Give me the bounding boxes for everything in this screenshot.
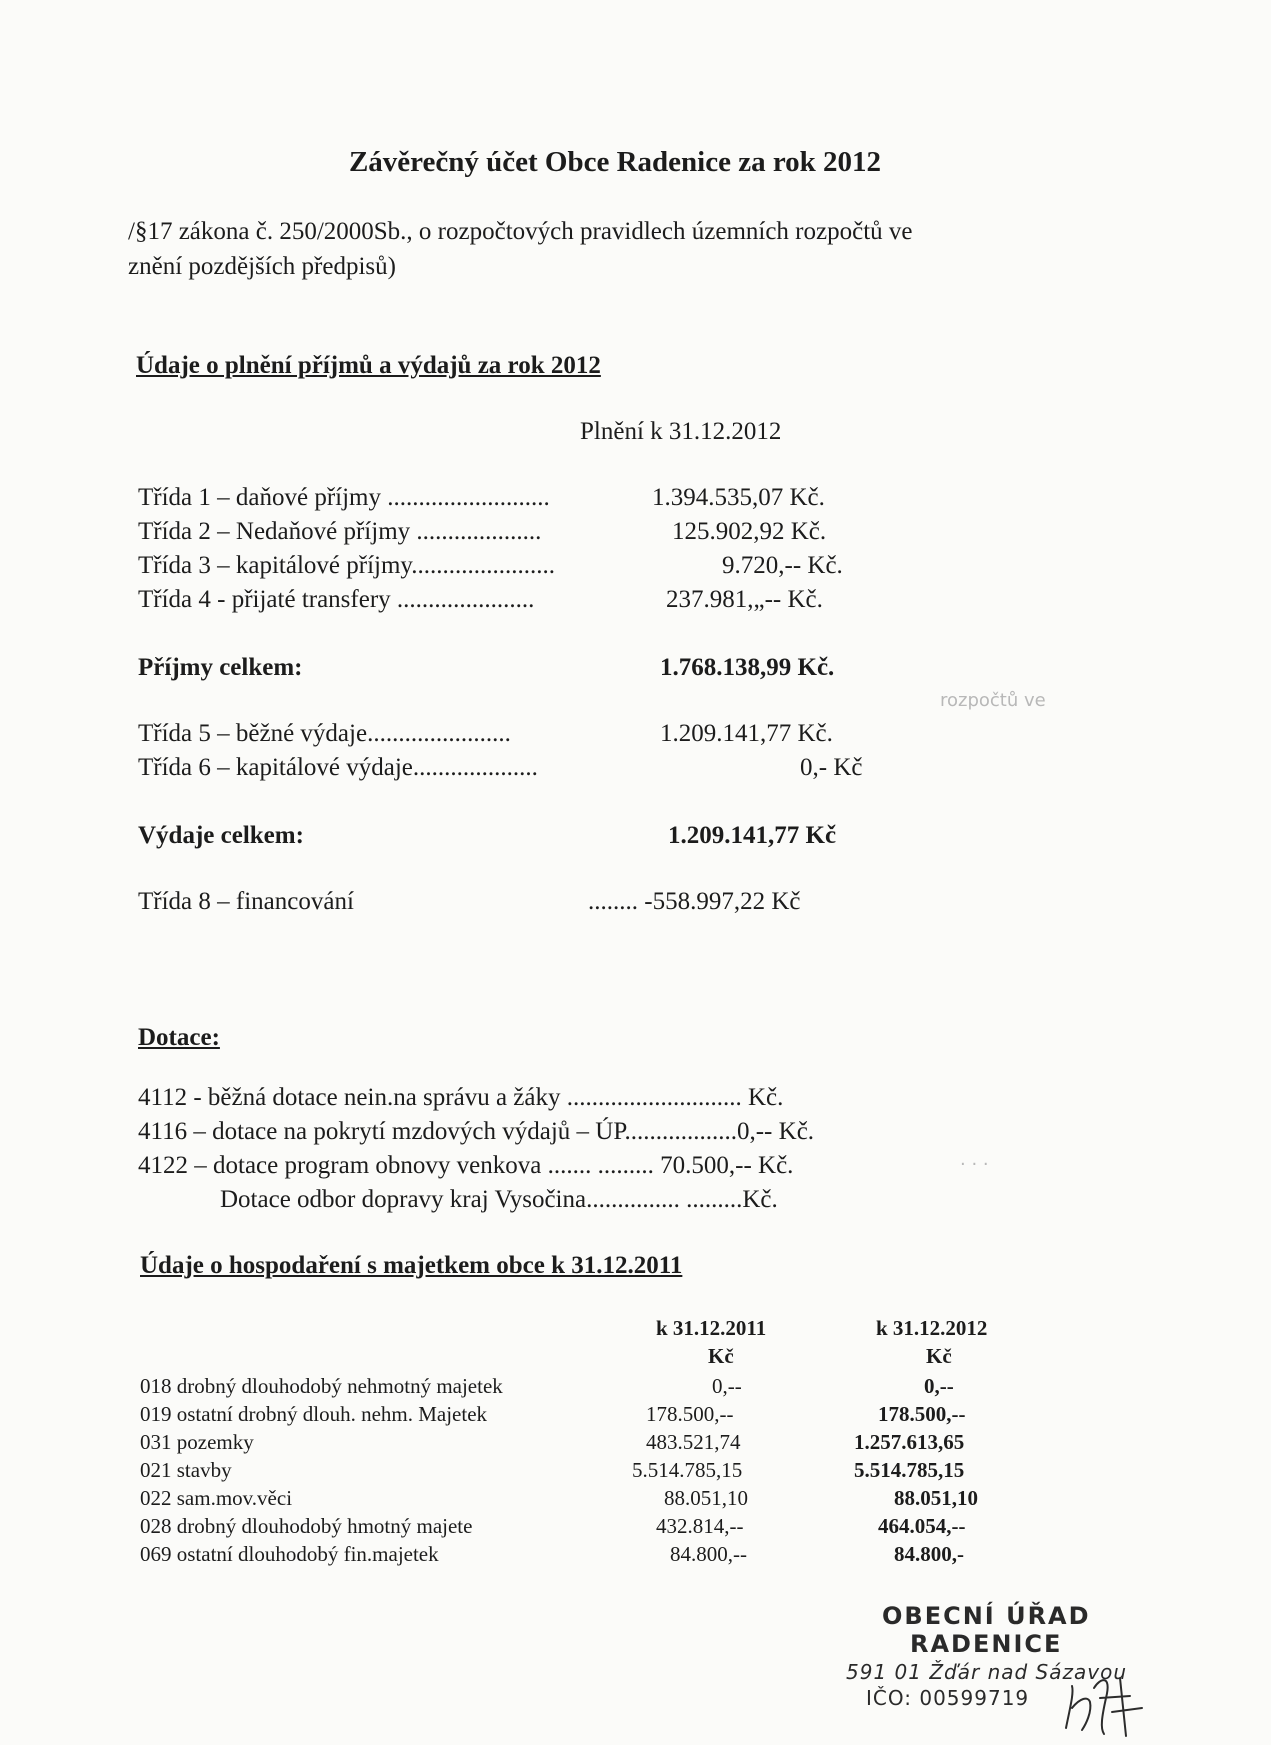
expenses-total-label: Výdaje celkem: xyxy=(138,822,304,849)
row-label: Třída 3 – kapitálové příjmy....................... xyxy=(138,552,556,579)
income-amount: 125.902,92 Kč. xyxy=(672,518,827,545)
table-row-label: 019 ostatní drobný dlouh. nehm. Majetek xyxy=(140,1402,488,1426)
table-cell-2012: 84.800,- xyxy=(894,1542,964,1566)
table-header-2011: k 31.12.2011 xyxy=(656,1316,767,1340)
column-label-plneni: Plnění k 31.12.2012 xyxy=(580,418,782,445)
financing-label: Třída 8 – financování xyxy=(138,888,354,915)
table-cell-2011: 84.800,-- xyxy=(670,1542,747,1566)
expenses-total-amount: 1.209.141,77 Kč xyxy=(668,822,837,849)
row-label: Třída 1 – daňové příjmy .......................... xyxy=(138,484,550,511)
table-cell-2012: 464.054,-- xyxy=(878,1514,966,1538)
table-cell-2011: 432.814,-- xyxy=(656,1514,744,1538)
income-total-amount: 1.768.138,99 Kč. xyxy=(660,654,835,681)
section-heading-majetek: Údaje o hospodaření s majetkem obce k 31.12.2011 xyxy=(140,1252,683,1279)
income-row xyxy=(138,552,555,580)
subtitle-line-2: znění pozdějších předpisů) xyxy=(128,253,396,280)
table-cell-2011: 178.500,-- xyxy=(646,1402,734,1426)
table-row-label: 028 drobný dlouhodobý hmotný majete xyxy=(140,1514,473,1538)
dotace-row: 4116 – dotace na pokrytí mzdových výdajů – ÚP..................0,-- Kč. xyxy=(138,1118,815,1145)
stamp-line-2: RADENICE xyxy=(910,1630,1063,1658)
income-row xyxy=(138,586,534,614)
row-label: Třída 4 - přijaté transfery ...................... xyxy=(138,586,535,613)
section-heading-income-expenses: Údaje o plnění příjmů a výdajů za rok 2012 xyxy=(136,352,601,379)
table-row-label: 021 stavby xyxy=(140,1458,232,1482)
table-currency-2012: Kč xyxy=(926,1344,952,1368)
table-row-label: 018 drobný dlouhodobý nehmotný majetek xyxy=(140,1374,503,1398)
dotace-row: 4112 - běžná dotace nein.na správu a žáky ............................ Kč. xyxy=(138,1084,784,1111)
table-cell-2012: 1.257.613,65 xyxy=(854,1430,965,1454)
dotace-row: 4122 – dotace program obnovy venkova ....... ......... 70.500,-- Kč. xyxy=(138,1152,794,1179)
income-row xyxy=(138,518,541,546)
table-cell-2012: 0,-- xyxy=(924,1374,954,1398)
table-cell-2012: 178.500,-- xyxy=(878,1402,966,1426)
expense-row xyxy=(138,720,511,748)
table-cell-2011: 483.521,74 xyxy=(646,1430,741,1454)
table-cell-2011: 0,-- xyxy=(712,1374,742,1398)
document-title: Závěrečný účet Obce Radenice za rok 2012 xyxy=(348,146,882,178)
row-label: Třída 6 – kapitálové výdaje.................... xyxy=(138,754,538,781)
stamp-line-3: 591 01 Žďár nad Sázavou xyxy=(846,1660,1128,1684)
faint-bleed-text: · · · xyxy=(960,1154,989,1175)
row-label: Třída 2 – Nedaňové příjmy .................... xyxy=(138,518,542,545)
income-amount: 237.981,„-- Kč. xyxy=(666,586,823,613)
income-total-label: Příjmy celkem: xyxy=(138,654,303,681)
subtitle-line-1: /§17 zákona č. 250/2000Sb., o rozpočtových pravidlech územních rozpočtů ve xyxy=(128,218,913,245)
dotace-row: Dotace odbor dopravy kraj Vysočina............... .........Kč. xyxy=(220,1186,778,1213)
row-label: Třída 5 – běžné výdaje....................... xyxy=(138,720,511,747)
table-cell-2012: 88.051,10 xyxy=(894,1486,978,1510)
table-cell-2011: 88.051,10 xyxy=(664,1486,748,1510)
income-row xyxy=(138,484,550,512)
table-row-label: 069 ostatní dlouhodobý fin.majetek xyxy=(140,1542,439,1566)
expense-row xyxy=(138,754,538,782)
signature-icon xyxy=(1060,1668,1150,1740)
financing-amount: ........ -558.997,22 Kč xyxy=(588,888,801,915)
table-header-2012: k 31.12.2012 xyxy=(876,1316,988,1340)
faint-bleed-text: rozpočtů ve xyxy=(940,690,1046,711)
table-row-label: 031 pozemky xyxy=(140,1430,254,1454)
income-amount: 9.720,-- Kč. xyxy=(722,552,843,579)
expense-amount: 1.209.141,77 Kč. xyxy=(660,720,833,747)
section-heading-dotace: Dotace: xyxy=(138,1024,220,1051)
table-row-label: 022 sam.mov.věci xyxy=(140,1486,293,1510)
income-amount: 1.394.535,07 Kč. xyxy=(652,484,825,511)
stamp-line-4: IČO: 00599719 xyxy=(866,1686,1030,1710)
stamp-line-1: OBECNÍ ÚŘAD xyxy=(882,1602,1091,1630)
table-cell-2011: 5.514.785,15 xyxy=(632,1458,743,1482)
table-currency-2011: Kč xyxy=(708,1344,734,1368)
expense-amount: 0,- Kč xyxy=(800,754,863,781)
table-cell-2012: 5.514.785,15 xyxy=(854,1458,965,1482)
